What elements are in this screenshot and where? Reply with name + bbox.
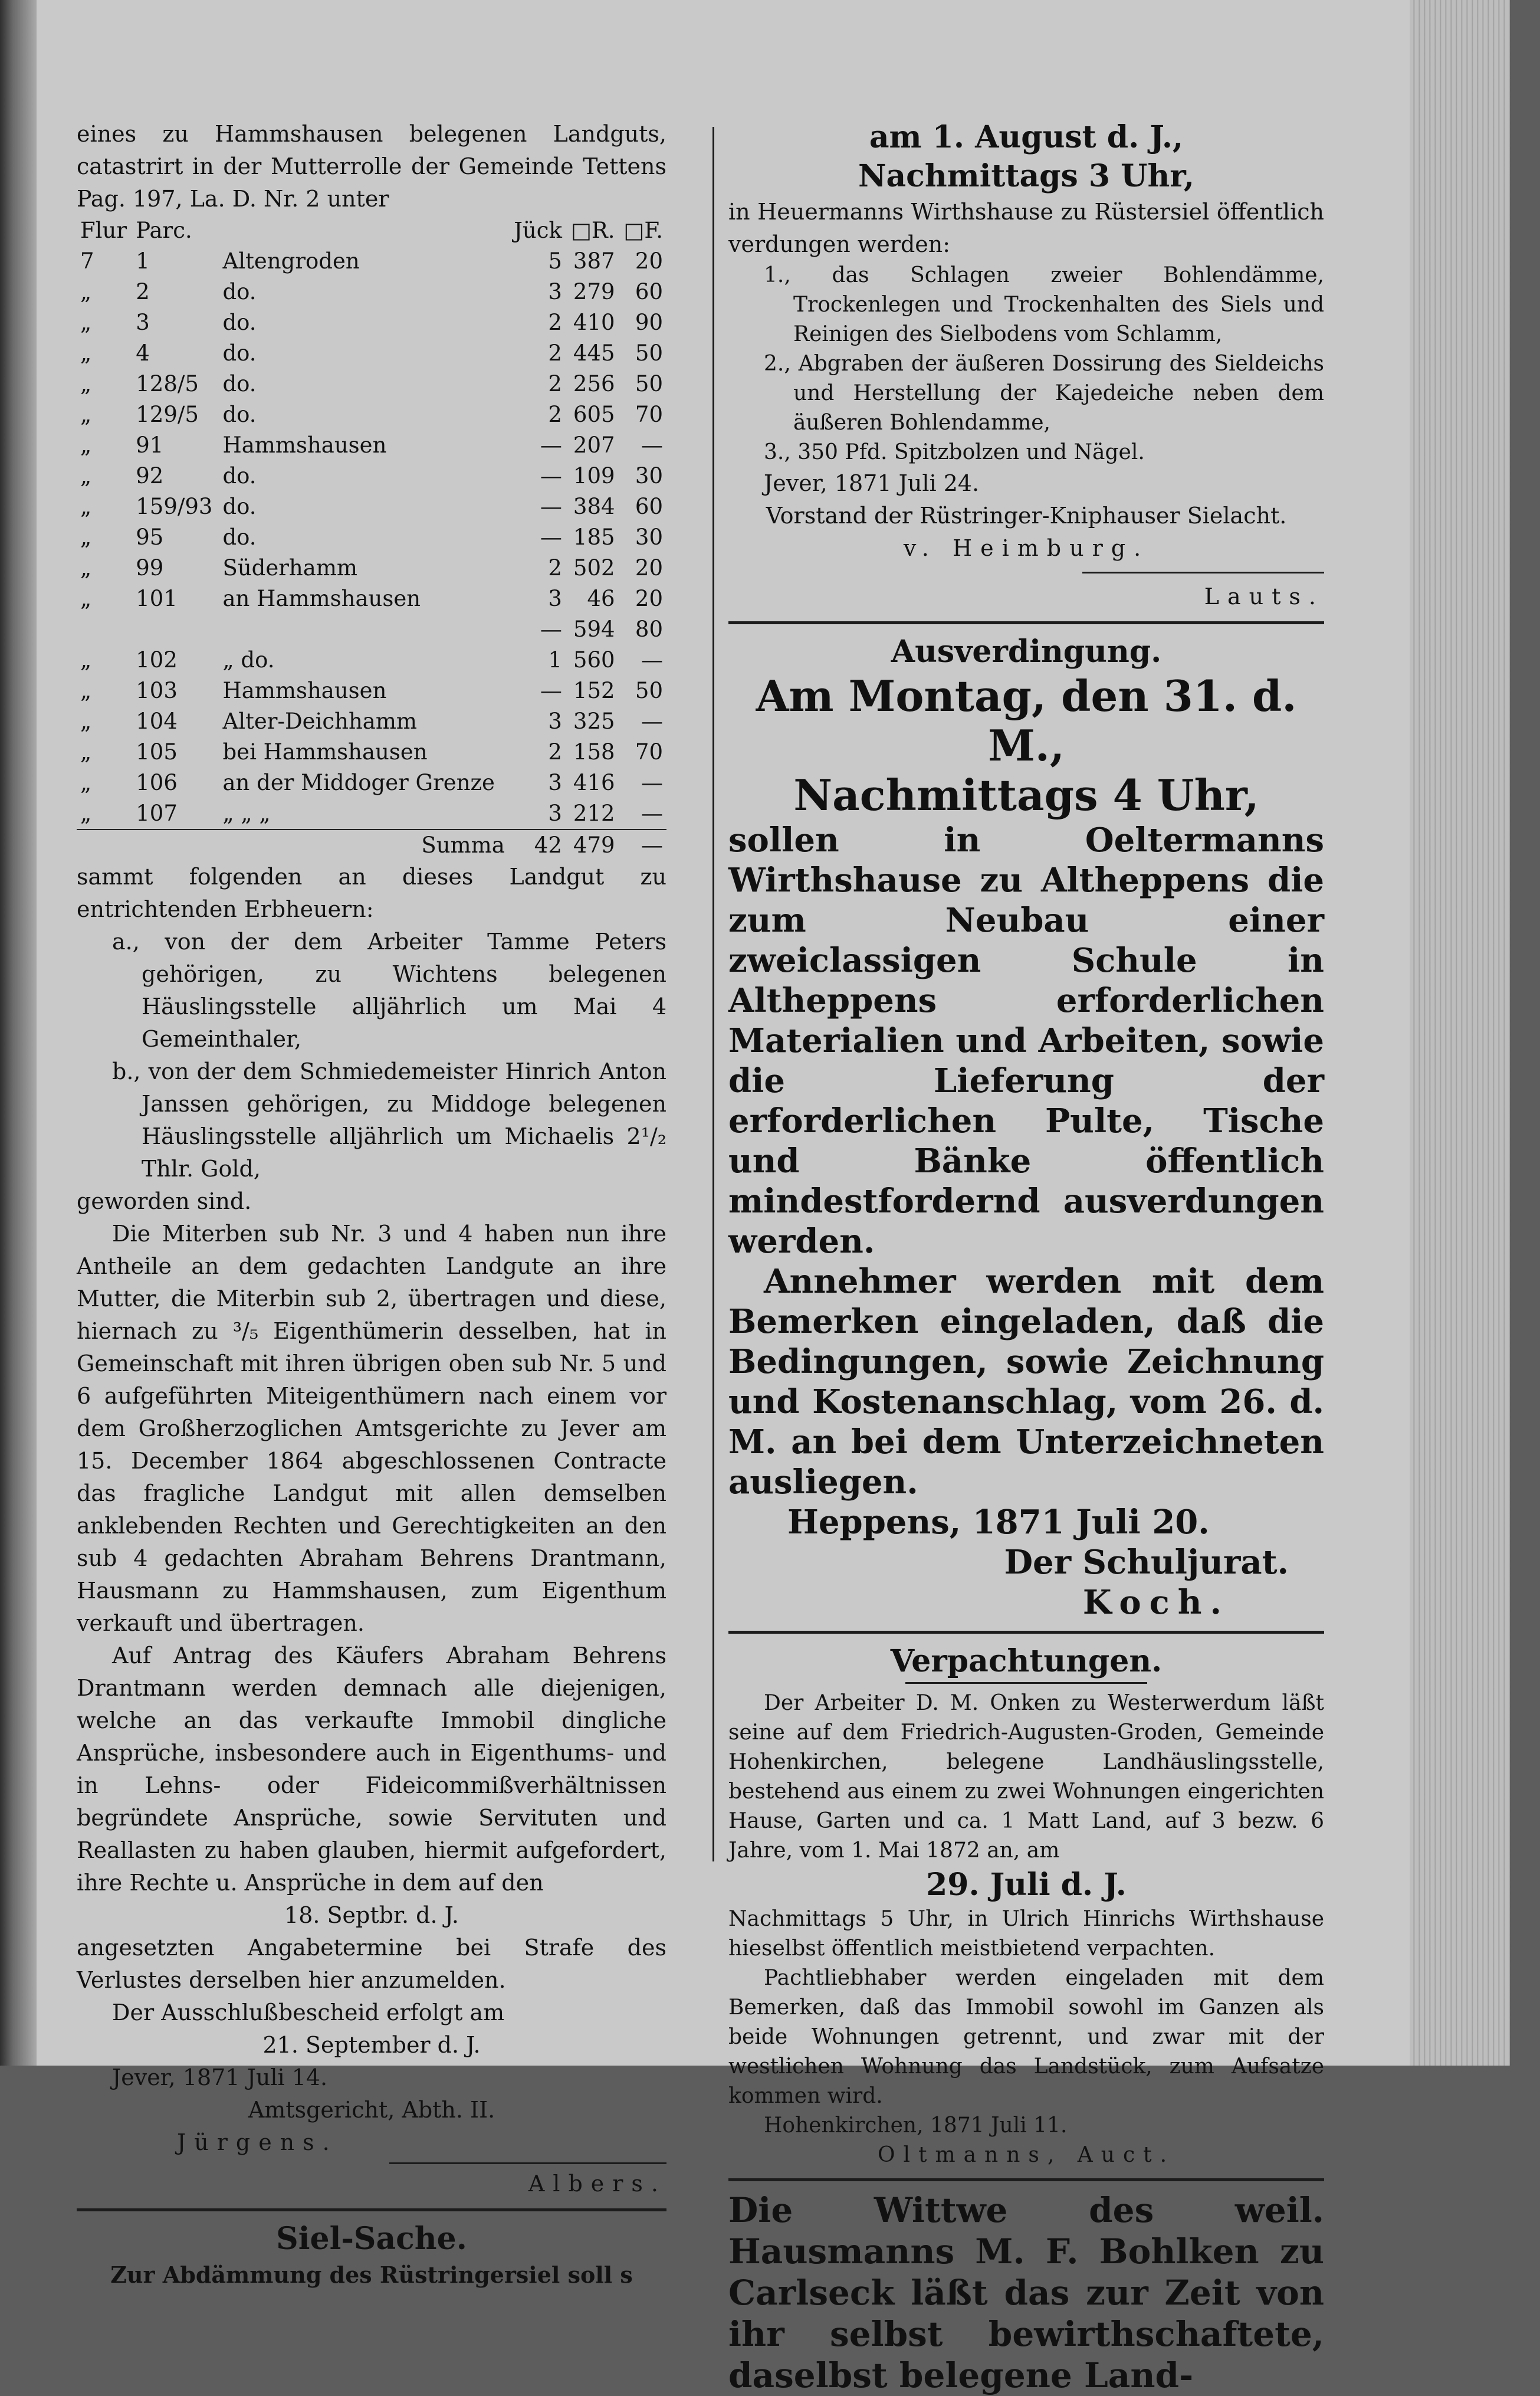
landgut-intro: eines zu Hammshausen belegenen Landguts, catastrirt in der Mutterrolle der Gemeinde Tettens Pag. 197, La. D. Nr. 2 unter xyxy=(77,121,666,212)
cell-ruthen: 502 xyxy=(573,555,615,581)
right-column xyxy=(728,118,1324,2396)
parcel-row xyxy=(77,522,666,553)
cell-flur: „ xyxy=(80,279,92,304)
signature-koch: Koch. xyxy=(1082,1583,1230,1622)
cell-fuss: — xyxy=(641,709,663,734)
cell-juck: 3 xyxy=(548,770,562,795)
parcel-table-header xyxy=(77,215,666,246)
cell-ruthen: 185 xyxy=(573,525,615,550)
parcel-row xyxy=(77,706,666,737)
section-divider-2 xyxy=(728,1631,1324,1634)
cell-ruthen: 212 xyxy=(573,801,615,826)
cell-parc: 107 xyxy=(136,801,178,826)
parcel-row xyxy=(77,768,666,798)
cell-location: an Hammshausen xyxy=(222,586,421,611)
cell-juck: — xyxy=(540,525,562,550)
parcel-row xyxy=(77,369,666,399)
parcel-row xyxy=(77,307,666,338)
juli-29-date: 29. Juli d. J. xyxy=(926,1867,1127,1903)
cell-juck: 3 xyxy=(548,586,562,611)
cell-flur: „ xyxy=(80,402,92,427)
cell-fuss: 80 xyxy=(635,617,663,642)
angesetzt-text: angesetzten Angabetermine bei Strafe des Verlustes derselben hier anzumelden. xyxy=(77,1935,666,1993)
cell-parc: 129/5 xyxy=(136,402,199,427)
cell-parc: 1 xyxy=(136,248,150,274)
header-flur: Flur xyxy=(80,218,127,243)
cell-fuss: 50 xyxy=(635,340,663,366)
page-binding xyxy=(0,0,37,2066)
cell-location xyxy=(219,614,508,645)
cell-flur: „ xyxy=(80,709,92,734)
siel-item-3: 3., 350 Pfd. Spitzbolzen und Nägel. xyxy=(764,440,1145,464)
cell-juck: — xyxy=(540,494,562,519)
cell-fuss: 70 xyxy=(635,402,663,427)
cell-flur: „ xyxy=(80,340,92,366)
miterben-paragraph: Die Miterben sub Nr. 3 und 4 haben nun ihre Antheile an dem gedachten Landgute an ihre Mutter, die Miterbin sub 2, übertragen und diese, hiernach zu ³/₅ Eigenthümerin desselben, hat in Gemeinschaft mit ihren übrigen oben sub Nr. 5 und 6 aufgeführten Miteigenthümern nach einem vor dem Großherzoglichen Amtsgerichte zu Jever am 15. December 1864 abgeschlossenen Contracte das fragliche Landgut mit allen demselben anklebenden Rechten und Gerechtigkeiten an den sub 4 gedachten Abraham Behrens Drantmann, Hausmann zu Hammshausen, zum Eigenthum verkauft und übertragen. xyxy=(77,1221,666,1636)
cell-ruthen: 605 xyxy=(573,402,615,427)
cell-juck: 2 xyxy=(548,555,562,581)
cell-fuss: 90 xyxy=(635,310,663,335)
cell-fuss: 30 xyxy=(635,525,663,550)
siel-item-1: 1., das Schlagen zweier Bohlendämme, Trockenlegen und Trockenhalten des Siels und Reinigen des Sielbodens vom Schlamm, xyxy=(764,263,1324,346)
rustersiel-intro: in Heuermanns Wirthshause zu Rüstersiel öffentlich verdungen werden: xyxy=(728,199,1324,257)
parcel-row xyxy=(77,614,666,645)
cell-parc xyxy=(132,614,219,645)
cell-juck: 2 xyxy=(548,340,562,366)
parcel-table xyxy=(77,215,666,861)
ausschluss-date: 21. September d. J. xyxy=(262,2032,481,2058)
geworden-text: geworden sind. xyxy=(77,1188,252,1214)
signature-lauts: Lauts. xyxy=(1204,584,1324,609)
cell-fuss: 50 xyxy=(635,678,663,703)
cell-parc: 104 xyxy=(136,709,178,734)
heppens-date: Heppens, 1871 Juli 20. xyxy=(787,1503,1210,1542)
signature-oltmanns: Oltmanns, Auct. xyxy=(877,2143,1175,2167)
left-column xyxy=(77,118,666,2291)
cell-location: do. xyxy=(222,310,257,335)
schuljurat-label: Der Schuljurat. xyxy=(1004,1543,1289,1582)
cell-location: Süderhamm xyxy=(222,555,357,581)
cell-fuss: — xyxy=(641,801,663,826)
siel-sache-intro: Zur Abdämmung des Rüstringersiel soll s xyxy=(110,2261,633,2288)
parcel-row xyxy=(77,491,666,522)
cell-parc: 4 xyxy=(136,340,150,366)
cell-location: bei Hammshausen xyxy=(222,739,428,765)
cell-ruthen: 594 xyxy=(573,617,615,642)
verpachtungen-title: Verpachtungen. xyxy=(890,1643,1163,1679)
sielacht-board: Vorstand der Rüstringer-Kniphauser Sielacht. xyxy=(766,503,1287,529)
cell-juck: 3 xyxy=(548,709,562,734)
verpachtung-body: Der Arbeiter D. M. Onken zu Westerwerdum läßt seine auf dem Friedrich-Augusten-Groden, Gemeinde Hohenkirchen, belegene Landhäuslingsstelle, bestehend aus einem zu zwei Wohnungen eingerichten Hause, Garten und ca. 1 Matt Land, auf 3 bezw. 6 Jahre, vom 1. Mai 1872 an, am xyxy=(728,1691,1324,1863)
cell-ruthen: 325 xyxy=(573,709,615,734)
page-edges xyxy=(1410,0,1510,2066)
time-line: Nachmittags 3 Uhr, xyxy=(858,158,1195,194)
parcel-row xyxy=(77,584,666,614)
cell-juck: 1 xyxy=(548,647,562,673)
cell-location: do. xyxy=(222,525,257,550)
cell-parc: 105 xyxy=(136,739,178,765)
cell-location: do. xyxy=(222,279,257,304)
cell-fuss: 20 xyxy=(635,248,663,274)
section-divider-1 xyxy=(728,621,1324,624)
sammt-text: sammt folgenden an dieses Landgut zu entrichtenden Erbheuern: xyxy=(77,864,666,922)
cell-location: Hammshausen xyxy=(222,678,387,703)
signature-rule xyxy=(389,2162,666,2164)
section-divider-3 xyxy=(728,2178,1324,2181)
cell-ruthen: 207 xyxy=(573,432,615,458)
sum-ruthen: 479 xyxy=(566,830,619,861)
cell-location: „ do. xyxy=(222,647,275,673)
cell-ruthen: 109 xyxy=(573,463,615,489)
cell-parc: 128/5 xyxy=(136,371,199,396)
cell-location: do. xyxy=(222,494,257,519)
cell-parc: 101 xyxy=(136,586,178,611)
ausverdingung-body-2: Annehmer werden mit dem Bemerken eingeladen, daß die Bedingungen, sowie Zeichnung und Kostenanschlag, vom 26. d. M. an bei dem Unterzeichneten ausliegen. xyxy=(728,1262,1324,1502)
parcel-row xyxy=(77,798,666,830)
cell-ruthen: 445 xyxy=(573,340,615,366)
cell-parc: 2 xyxy=(136,279,150,304)
verpachtung-body-3: Pachtliebhaber werden eingeladen mit dem Bemerken, daß das Immobil sowohl im Ganzen als beide Wohnungen getrennt, und zwar mit der westlichen Wohnung das Landstück, zum Aufsatze kommen wird. xyxy=(728,1966,1324,2108)
cell-ruthen: 152 xyxy=(573,678,615,703)
cell-ruthen: 416 xyxy=(573,770,615,795)
cell-flur: „ xyxy=(80,647,92,673)
signature-heimburg: v. Heimburg. xyxy=(903,535,1150,561)
cell-juck: 2 xyxy=(548,371,562,396)
cell-fuss: 50 xyxy=(635,371,663,396)
parcel-row xyxy=(77,246,666,277)
cell-ruthen: 387 xyxy=(573,248,615,274)
parcel-row xyxy=(77,338,666,369)
parcel-row xyxy=(77,645,666,676)
nachmittags-heading: Nachmittags 4 Uhr, xyxy=(793,770,1259,820)
wittwe-notice: Die Wittwe des weil. Hausmanns M. F. Bohlken zu Carlseck läßt das zur Zeit von ihr selbst bewirthschaftete, daselbst belegene Land- xyxy=(728,2190,1324,2395)
cell-fuss: 30 xyxy=(635,463,663,489)
cell-location: Alter-Deichhamm xyxy=(222,709,417,734)
court-name: Amtsgericht, Abth. II. xyxy=(248,2097,495,2123)
cell-juck: — xyxy=(540,678,562,703)
parcel-row xyxy=(77,399,666,430)
cell-location: do. xyxy=(222,340,257,366)
cell-ruthen: 158 xyxy=(573,739,615,765)
cell-fuss: 70 xyxy=(635,739,663,765)
item-a: a., von der dem Arbeiter Tamme Peters gehörigen, zu Wichtens belegenen Häuslingsstelle alljährlich um Mai 4 Gemeinthaler, xyxy=(112,929,666,1052)
cell-parc: 106 xyxy=(136,770,178,795)
cell-flur: „ xyxy=(80,586,92,611)
cell-flur: „ xyxy=(80,801,92,826)
item-b: b., von der dem Schmiedemeister Hinrich Anton Janssen gehörigen, zu Middoge belegenen Häuslingsstelle alljährlich um Michaelis 2¹/₂ Thlr. Gold, xyxy=(112,1058,666,1182)
cell-location: do. xyxy=(222,402,257,427)
verpachtung-body-2: Nachmittags 5 Uhr, in Ulrich Hinrichs Wirthshause hieselbst öffentlich meistbietend verpachten. xyxy=(728,1907,1324,1961)
verpachtungen-underline xyxy=(905,1682,1147,1684)
signature-juergens: Jürgens. xyxy=(177,2129,338,2155)
cell-fuss: — xyxy=(641,432,663,458)
parcel-row xyxy=(77,430,666,461)
column-divider xyxy=(712,127,714,1861)
cell-parc: 99 xyxy=(136,555,164,581)
termin-date: 18. Septbr. d. J. xyxy=(284,1902,459,1928)
cell-location: Hammshausen xyxy=(222,432,387,458)
section-divider-left xyxy=(77,2208,666,2211)
sum-label: Summa xyxy=(219,830,508,861)
cell-flur xyxy=(77,614,132,645)
cell-flur: 7 xyxy=(80,248,94,274)
cell-flur: „ xyxy=(80,555,92,581)
header-parc: Parc. xyxy=(136,218,192,243)
montag-heading: Am Montag, den 31. d. M., xyxy=(756,671,1297,771)
cell-flur: „ xyxy=(80,770,92,795)
ausverdingung-title: Ausverdingung. xyxy=(891,634,1162,670)
sum-row xyxy=(77,830,666,861)
cell-flur: „ xyxy=(80,432,92,458)
parcel-row xyxy=(77,461,666,491)
cell-location: do. xyxy=(222,371,257,396)
cell-parc: 102 xyxy=(136,647,178,673)
parcel-table-body xyxy=(77,246,666,830)
cell-flur: „ xyxy=(80,463,92,489)
signature-albers: Albers. xyxy=(528,2171,666,2197)
cell-juck: 2 xyxy=(548,739,562,765)
cell-flur: „ xyxy=(80,371,92,396)
cell-parc: 92 xyxy=(136,463,164,489)
cell-juck: 3 xyxy=(548,801,562,826)
cell-parc: 103 xyxy=(136,678,178,703)
siel-item-2: 2., Abgraben der äußeren Dossirung des Sieldeichs und Herstellung der Kajedeiche neben dem äußeren Bohlendamme, xyxy=(764,352,1324,435)
cell-flur: „ xyxy=(80,310,92,335)
header-ruthen: □R. xyxy=(570,218,615,243)
parcel-row xyxy=(77,676,666,706)
cell-fuss: 20 xyxy=(635,586,663,611)
cell-ruthen: 560 xyxy=(573,647,615,673)
cell-parc: 91 xyxy=(136,432,164,458)
cell-ruthen: 410 xyxy=(573,310,615,335)
cell-fuss: — xyxy=(641,647,663,673)
august-date-line: am 1. August d. J., xyxy=(869,119,1184,155)
right-place-date: Jever, 1871 Juli 24. xyxy=(764,470,980,496)
cell-location: Altengroden xyxy=(222,248,360,274)
ausschluss-text: Der Ausschlußbescheid erfolgt am xyxy=(112,2000,505,2025)
left-place-date: Jever, 1871 Juli 14. xyxy=(112,2064,328,2090)
siel-sache-title: Siel-Sache. xyxy=(276,2221,467,2257)
cell-ruthen: 46 xyxy=(587,586,615,611)
header-juck: Jück xyxy=(514,218,562,243)
parcel-row xyxy=(77,737,666,768)
cell-juck: 3 xyxy=(548,279,562,304)
sum-juck: 42 xyxy=(508,830,566,861)
cell-parc: 3 xyxy=(136,310,150,335)
header-location xyxy=(219,215,508,246)
cell-location: do. xyxy=(222,463,257,489)
cell-juck: 2 xyxy=(548,310,562,335)
cell-fuss: — xyxy=(641,770,663,795)
cell-ruthen: 256 xyxy=(573,371,615,396)
parcel-row xyxy=(77,277,666,307)
sum-fuss: — xyxy=(619,830,666,861)
cell-juck: 2 xyxy=(548,402,562,427)
cell-juck: — xyxy=(540,463,562,489)
heimburg-rule xyxy=(1082,572,1324,573)
cell-flur: „ xyxy=(80,678,92,703)
header-fuss: □F. xyxy=(623,218,663,243)
cell-juck: — xyxy=(540,617,562,642)
antrag-paragraph: Auf Antrag des Käufers Abraham Behrens Drantmann werden demnach alle diejenigen, welche an das verkaufte Immobil dingliche Ansprüche, insbesondere auch in Eigenthums- und in Lehns- oder Fideicommißverhältnissen begründete Ansprüche, sowie Servituten und Reallasten zu haben glauben, hiermit aufgefordert, ihre Rechte u. Ansprüche in dem auf den xyxy=(77,1643,666,1896)
cell-ruthen: 384 xyxy=(573,494,615,519)
cell-flur: „ xyxy=(80,739,92,765)
ausverdingung-body: sollen in Oeltermanns Wirthshause zu Altheppens die zum Neubau einer zweiclassigen Schule in Altheppens erforderlichen Materialien und Arbeiten, sowie die Lieferung der erforderlichen Pulte, Tische und Bänke öffentlich mindestfordernd ausverdungen werden. xyxy=(728,821,1324,1261)
cell-juck: — xyxy=(540,432,562,458)
cell-fuss: 60 xyxy=(635,279,663,304)
cell-location: „ „ „ xyxy=(222,801,271,826)
cell-fuss: 60 xyxy=(635,494,663,519)
cell-fuss: 20 xyxy=(635,555,663,581)
cell-parc: 159/93 xyxy=(136,494,213,519)
hohenkirchen-date: Hohenkirchen, 1871 Juli 11. xyxy=(764,2113,1068,2138)
parcel-row xyxy=(77,553,666,584)
cell-juck: 5 xyxy=(548,248,562,274)
cell-location: an der Middoger Grenze xyxy=(222,770,495,795)
cell-ruthen: 279 xyxy=(573,279,615,304)
cell-flur: „ xyxy=(80,494,92,519)
cell-parc: 95 xyxy=(136,525,164,550)
cell-flur: „ xyxy=(80,525,92,550)
